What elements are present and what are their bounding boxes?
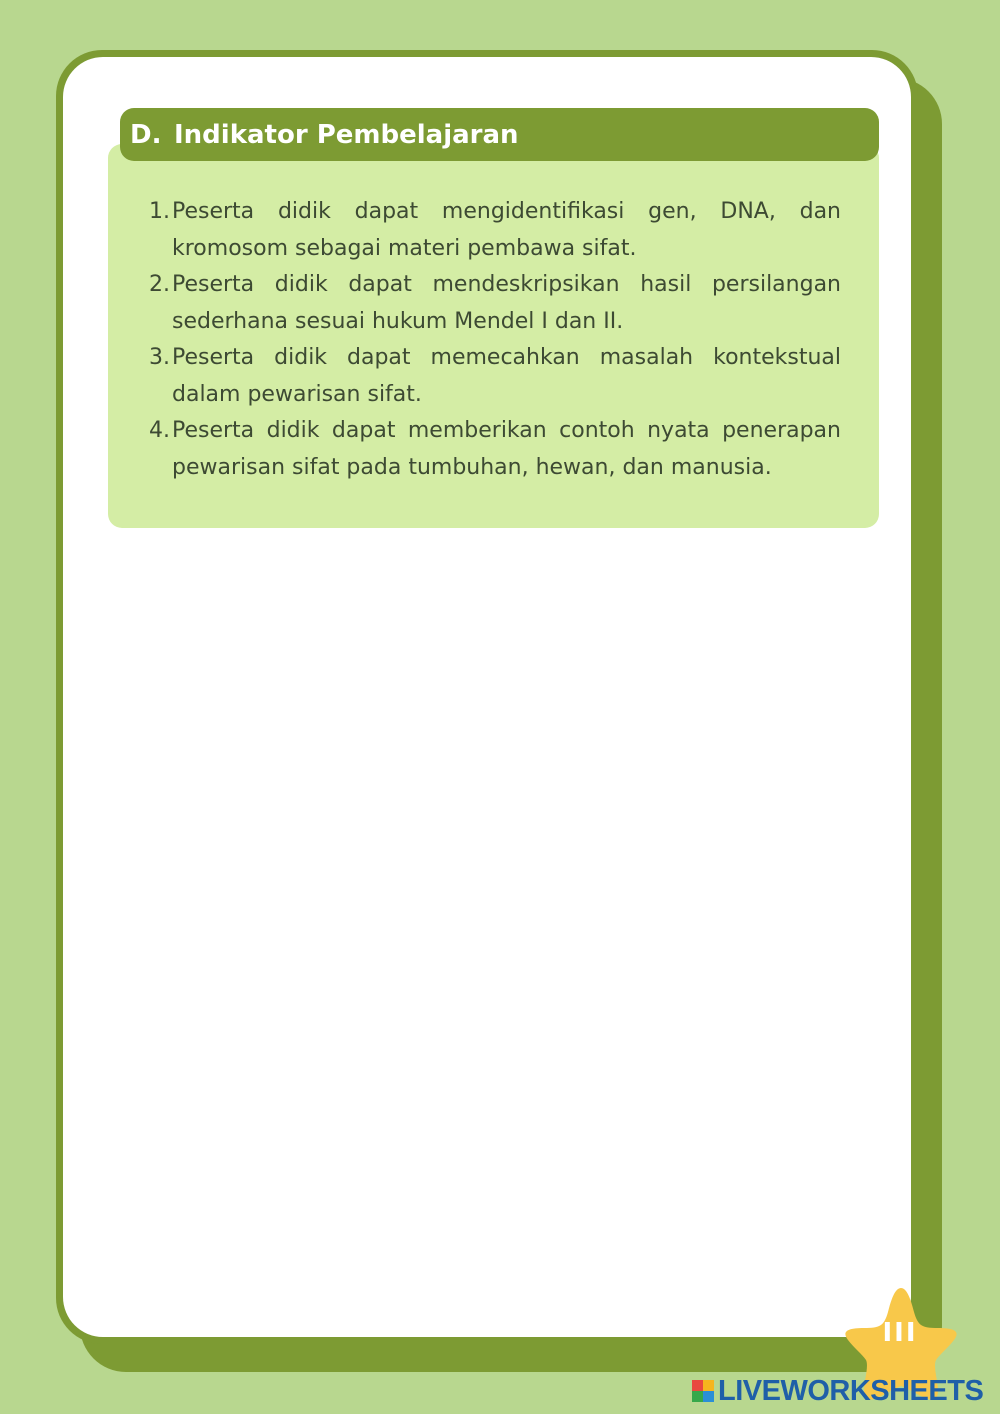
list-item-number: 1. bbox=[149, 199, 170, 224]
section-header bbox=[120, 108, 879, 161]
section-title: Indikator Pembelajaran bbox=[174, 119, 519, 150]
liveworksheets-logo bbox=[692, 1376, 983, 1406]
list-item bbox=[140, 413, 841, 486]
list-item bbox=[140, 194, 841, 267]
list-item-text: Peserta didik dapat mendeskripsikan hasil persilangan sederhana sesuai hukum Mendel I dan II. bbox=[172, 272, 841, 334]
list-item-number: 2. bbox=[149, 272, 170, 297]
list-item-text: Peserta didik dapat mengidentifikasi gen, DNA, dan kromosom sebagai materi pembawa sifat. bbox=[172, 199, 841, 261]
liveworksheets-mark-icon bbox=[692, 1380, 714, 1402]
section-letter: D. bbox=[130, 119, 162, 150]
page-number: III bbox=[882, 1318, 918, 1348]
list-item-number: 3. bbox=[149, 345, 170, 370]
watermark-text: LIVEWORKSHEETS bbox=[718, 1374, 984, 1407]
list-item-text: Peserta didik dapat memberikan contoh nyata penerapan pewarisan sifat pada tumbuhan, hewan, dan manusia. bbox=[172, 418, 841, 480]
indicator-list bbox=[140, 194, 841, 486]
list-item-text: Peserta didik dapat memecahkan masalah kontekstual dalam pewarisan sifat. bbox=[172, 345, 841, 407]
list-item bbox=[140, 340, 841, 413]
list-item bbox=[140, 267, 841, 340]
list-item-number: 4. bbox=[149, 418, 170, 443]
